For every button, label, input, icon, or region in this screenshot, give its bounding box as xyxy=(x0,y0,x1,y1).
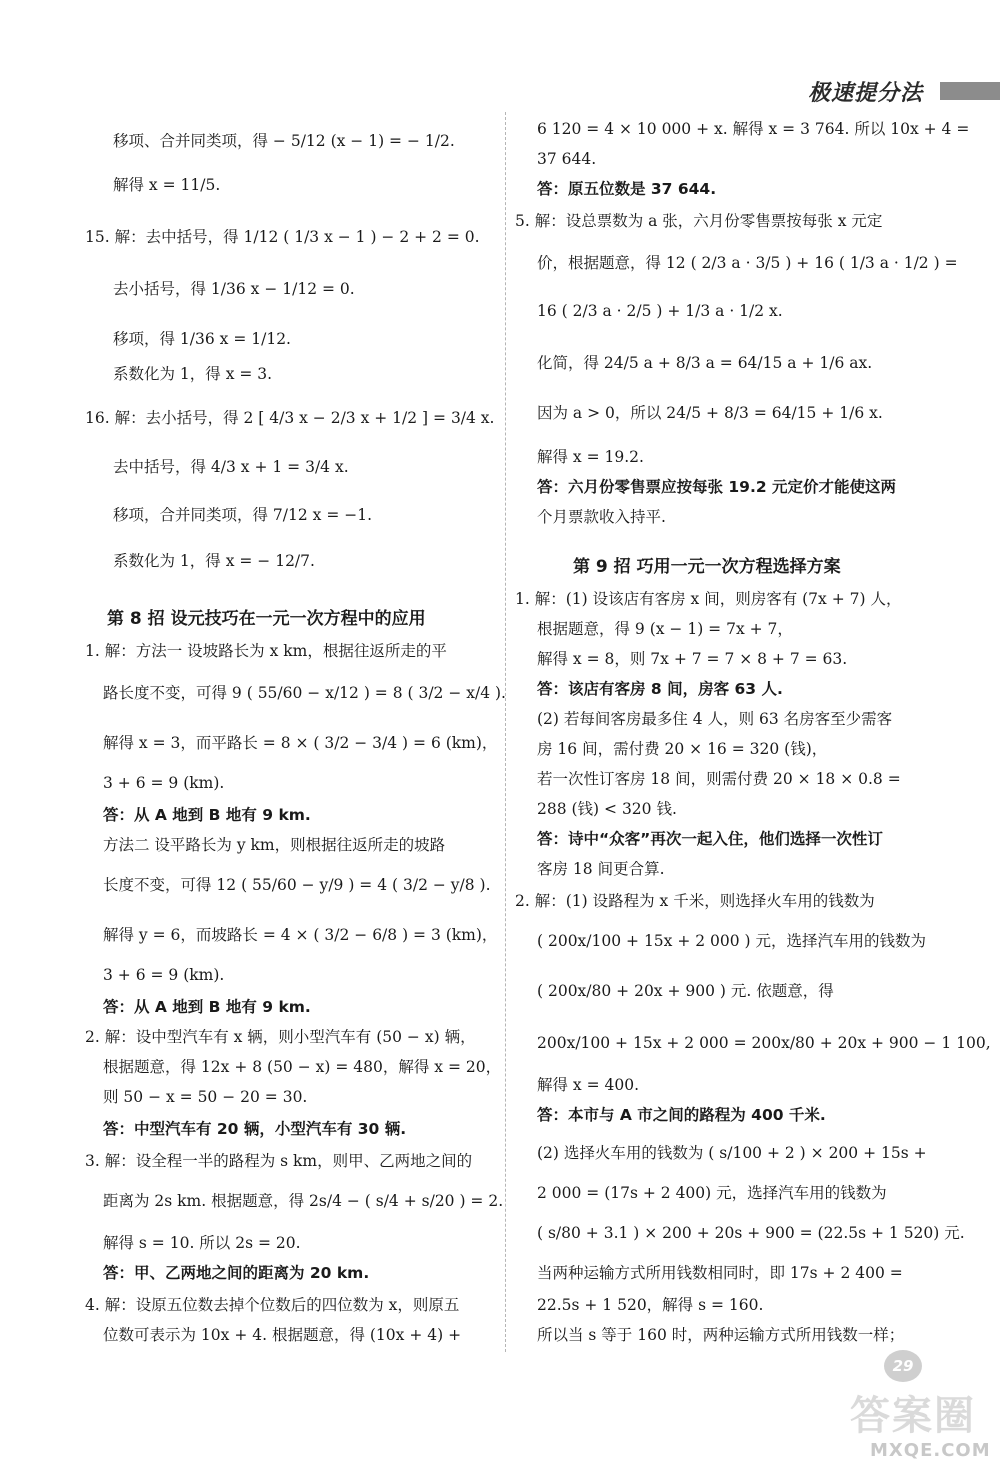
text-line: 解得 x = 400. xyxy=(537,1076,640,1094)
text-line: 解得 y = 6，而坡路长 = 4 × ( 3/2 − 6/8 ) = 3 (km)， xyxy=(103,926,498,944)
problem-1: 1. 解：(1) 设该店有客房 x 间，则房客有 (7x + 7) 人， xyxy=(515,590,902,608)
problem-4: 4. 解：设原五位数去掉个位数后的四位数为 x，则原五 xyxy=(85,1296,460,1314)
text-line: 37 644. xyxy=(537,150,597,168)
watermark xyxy=(830,1380,1000,1471)
text-line: 根据题意，得 9 (x − 1) = 7x + 7， xyxy=(537,620,793,638)
text-line: 288 (钱) < 320 钱. xyxy=(537,800,677,818)
text-line: ( 200x/100 + 15x + 2 000 ) 元，选择汽车用的钱数为 xyxy=(537,932,927,950)
text-line: 客房 18 间更合算. xyxy=(537,860,665,878)
text-line: (2) 选择火车用的钱数为 ( s/100 + 2 ) × 200 + 15s + xyxy=(537,1144,927,1162)
answer-line: 答：六月份零售票应按每张 19.2 元定价才能使这两 xyxy=(537,478,897,496)
text-line: 3 + 6 = 9 (km). xyxy=(103,774,225,792)
problem-5: 5. 解：设总票数为 a 张，六月份零售票按每张 x 元定 xyxy=(515,212,883,230)
problem-1: 1. 解：方法一 设坡路长为 x km，根据往返所走的平 xyxy=(85,642,447,660)
text-line: 移项、合并同类项，得 − 5/12 (x − 1) = − 1/2. xyxy=(113,132,455,150)
problem-2: 2. 解：(1) 设路程为 x 千米，则选择火车用的钱数为 xyxy=(515,892,875,910)
text-line: 200x/100 + 15x + 2 000 = 200x/80 + 20x + 900 − 1 100, xyxy=(537,1034,991,1052)
watermark-logo: 答案圈 xyxy=(850,1393,976,1439)
text-line: 系数化为 1，得 x = 3. xyxy=(113,365,273,383)
answer-line: 答：从 A 地到 B 地有 9 km. xyxy=(103,998,311,1016)
text-line: 价，根据题意，得 12 ( 2/3 a · 3/5 ) + 16 ( 1/3 a · 1/2 ) = xyxy=(537,254,958,272)
text-line: 长度不变，可得 12 ( 55/60 − y/9 ) = 4 ( 3/2 − y/8 ). xyxy=(103,876,491,894)
text-line: 3 + 6 = 9 (km). xyxy=(103,966,225,984)
text-line: 因为 a > 0，所以 24/5 + 8/3 = 64/15 + 1/6 x. xyxy=(537,404,883,422)
answer-line: 答：从 A 地到 B 地有 9 km. xyxy=(103,806,311,824)
problem-16: 16. 解：去小括号，得 2 [ 4/3 x − 2/3 x + 1/2 ] = 3/4 x. xyxy=(85,409,495,427)
text-line: (2) 若每间客房最多住 4 人，则 63 名房客至少需客 xyxy=(537,710,893,728)
page-number: 29 xyxy=(884,1350,922,1382)
text-line: ( s/80 + 3.1 ) × 200 + 20s + 900 = (22.5s + 1 520) 元. xyxy=(537,1224,965,1242)
text-line: 若一次性订客房 18 间，则需付费 20 × 18 × 0.8 = xyxy=(537,770,901,788)
answer-line: 答：诗中“众客”再次一起入住，他们选择一次性订 xyxy=(537,830,883,848)
text-line: 距离为 2s km. 根据题意，得 2s/4 − ( s/4 + s/20 ) = 2. xyxy=(103,1192,504,1210)
text-line: 解得 s = 10. 所以 2s = 20. xyxy=(103,1234,301,1252)
answer-line: 答：本市与 A 市之间的路程为 400 千米. xyxy=(537,1106,826,1124)
text-line: 则 50 − x = 50 − 20 = 30. xyxy=(103,1088,308,1106)
text-line: 解得 x = 11/5. xyxy=(113,176,221,194)
text-line: 移项，合并同类项，得 7/12 x = −1. xyxy=(113,506,373,524)
watermark-text: MXQE.COM xyxy=(870,1440,991,1461)
text-line: ( 200x/80 + 20x + 900 ) 元. 依题意，得 xyxy=(537,982,834,1000)
text-line: 所以当 s 等于 160 时，两种运输方式所用钱数一样； xyxy=(537,1326,905,1344)
section-title-8: 第 8 招 设元技巧在一元一次方程中的应用 xyxy=(107,609,426,629)
problem-3: 3. 解：设全程一半的路程为 s km，则甲、乙两地之间的 xyxy=(85,1152,473,1170)
text-line: 解得 x = 19.2. xyxy=(537,448,644,466)
text-line: 化简，得 24/5 a + 8/3 a = 64/15 a + 1/6 ax. xyxy=(537,354,873,372)
text-line: 解得 x = 8，则 7x + 7 = 7 × 8 + 7 = 63. xyxy=(537,650,848,668)
text-line: 解得 x = 3，而平路长 = 8 × ( 3/2 − 3/4 ) = 6 (km)， xyxy=(103,734,498,752)
text-line: 22.5s + 1 520，解得 s = 160. xyxy=(537,1296,764,1314)
problem-2: 2. 解：设中型汽车有 x 辆，则小型汽车有 (50 − x) 辆， xyxy=(85,1028,476,1046)
text-line: 去小括号，得 1/36 x − 1/12 = 0. xyxy=(113,280,355,298)
text-line: 2 000 = (17s + 2 400) 元，选择汽车用的钱数为 xyxy=(537,1184,887,1202)
text-line: 系数化为 1，得 x = − 12/7. xyxy=(113,552,315,570)
answer-line: 答：中型汽车有 20 辆，小型汽车有 30 辆. xyxy=(103,1120,407,1138)
column-divider xyxy=(505,112,506,1352)
answer-line: 答：该店有客房 8 间，房客 63 人. xyxy=(537,680,783,698)
text-line: 移项，得 1/36 x = 1/12. xyxy=(113,330,291,348)
text-line: 位数可表示为 10x + 4. 根据题意，得 (10x + 4) + xyxy=(103,1326,462,1344)
page-header xyxy=(790,70,1000,110)
header-title: 极速提分法 xyxy=(808,81,924,106)
header-bar xyxy=(940,82,1000,100)
text-line: 路长度不变，可得 9 ( 55/60 − x/12 ) = 8 ( 3/2 − x/4 ). xyxy=(103,684,506,702)
text-line: 当两种运输方式所用钱数相同时，即 17s + 2 400 = xyxy=(537,1264,903,1282)
problem-15: 15. 解：去中括号，得 1/12 ( 1/3 x − 1 ) − 2 + 2 = 0. xyxy=(85,228,480,246)
text-line: 个月票款收入持平. xyxy=(537,508,666,526)
text-line: 方法二 设平路长为 y km，则根据往返所走的坡路 xyxy=(103,836,446,854)
section-title-9: 第 9 招 巧用一元一次方程选择方案 xyxy=(573,557,841,577)
text-line: 去中括号，得 4/3 x + 1 = 3/4 x. xyxy=(113,458,349,476)
text-line: 6 120 = 4 × 10 000 + x. 解得 x = 3 764. 所以 10x + 4 = xyxy=(537,120,970,138)
answer-line: 答：甲、乙两地之间的距离为 20 km. xyxy=(103,1264,370,1282)
answer-line: 答：原五位数是 37 644. xyxy=(537,180,717,198)
text-line: 16 ( 2/3 a · 2/5 ) + 1/3 a · 1/2 x. xyxy=(537,302,783,320)
text-line: 房 16 间，需付费 20 × 16 = 320 (钱)， xyxy=(537,740,828,758)
text-line: 根据题意，得 12x + 8 (50 − x) = 480，解得 x = 20， xyxy=(103,1058,502,1076)
